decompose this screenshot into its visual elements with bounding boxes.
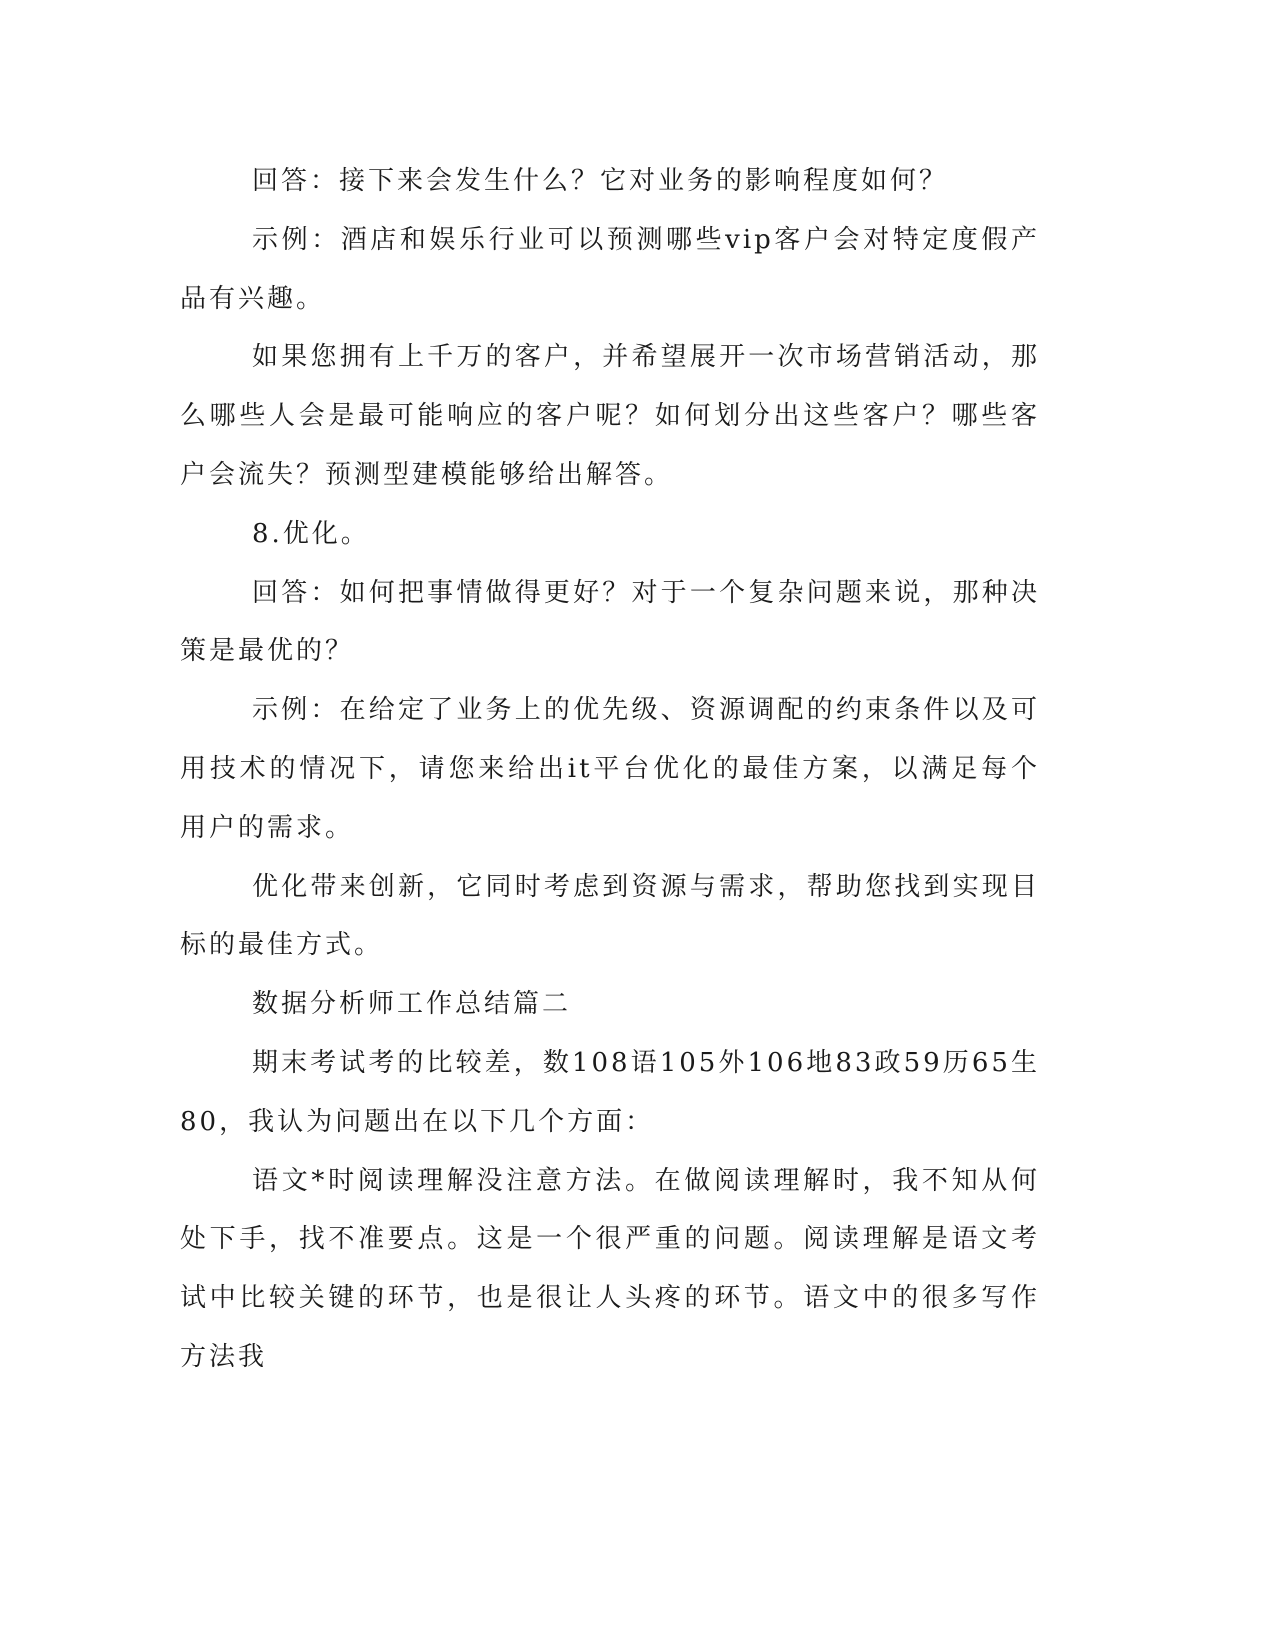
document-body: [180, 152, 1040, 1387]
paragraph-optimization-innovation: 优化带来创新，它同时考虑到资源与需求，帮助您找到实现目标的最佳方式。: [180, 871, 1040, 961]
paragraph-exam-scores: 期末考试考的比较差，数108语105外106地83政59历65生80，我认为问题出在以下几个方面：: [180, 1047, 1040, 1137]
paragraph-answer-optimization: 回答：如何把事情做得更好？对于一个复杂问题来说，那种决策是最优的？: [180, 577, 1040, 667]
paragraph-heading-optimization: 8.优化。: [252, 518, 370, 549]
paragraph-chinese-reading: 语文*时阅读理解没注意方法。在做阅读理解时，我不知从何处下手，找不准要点。这是一个很严重的问题。阅读理解是语文考试中比较关键的环节，也是很让人头疼的环节。语文中的很多写作方法我: [180, 1165, 1040, 1372]
paragraph-example-hotel: 示例：酒店和娱乐行业可以预测哪些vip客户会对特定度假产品有兴趣。: [180, 224, 1040, 314]
paragraph-example-it-platform: 示例：在给定了业务上的优先级、资源调配的约束条件以及可用技术的情况下，请您来给出it平台优化的最佳方案，以满足每个用户的需求。: [180, 695, 1040, 843]
paragraph-marketing-customers: 如果您拥有上千万的客户，并希望展开一次市场营销活动，那么哪些人会是最可能响应的客户呢？如何划分出这些客户？哪些客户会流失？预测型建模能够给出解答。: [180, 342, 1040, 490]
paragraph-answer-prediction: 回答：接下来会发生什么？它对业务的影响程度如何？: [252, 166, 949, 196]
section-title-part-two: 数据分析师工作总结篇二: [252, 989, 572, 1020]
